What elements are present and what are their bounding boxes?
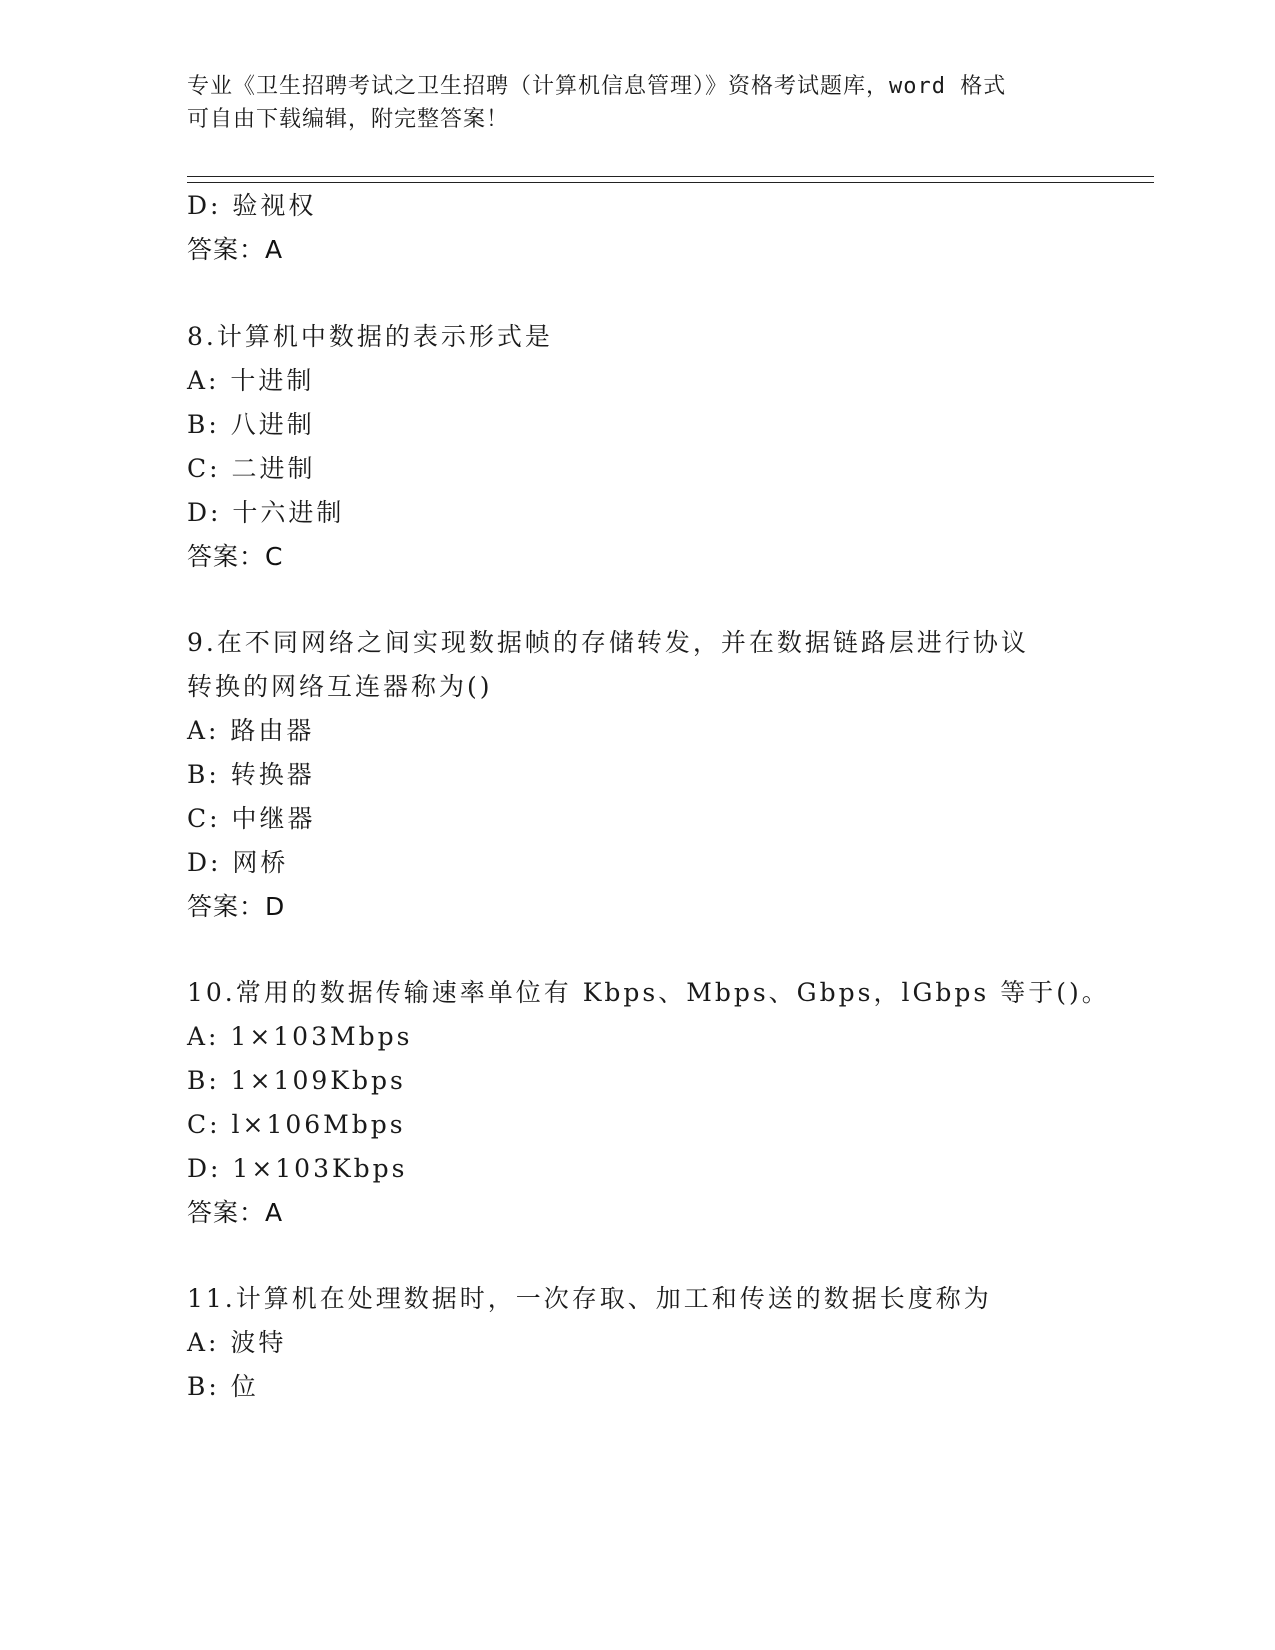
question-8-text: 8.计算机中数据的表示形式是	[187, 322, 553, 351]
question-9-option-a: A: 路由器	[187, 716, 315, 745]
question-8-option-d: D: 十六进制	[187, 498, 345, 527]
question-10-option-b: B: 1×109Kbps	[187, 1066, 406, 1095]
header-line-1: 专业《卫生招聘考试之卫生招聘（计算机信息管理）》资格考试题库，word 格式	[187, 74, 1007, 99]
question-11-option-a: A: 波特	[187, 1328, 287, 1357]
question-8-option-a: A: 十进制	[187, 366, 315, 395]
question-8-option-c: C: 二进制	[187, 454, 316, 483]
question-9-answer: 答案：D	[187, 892, 286, 921]
question-9-option-b: B: 转换器	[187, 760, 315, 789]
question-11-option-b: B: 位	[187, 1372, 259, 1401]
question-9-text-line-2: 转换的网络互连器称为()	[187, 672, 493, 701]
prev-option-d: D: 验视权	[187, 191, 317, 220]
header-line-2: 可自由下载编辑，附完整答案！	[187, 107, 510, 132]
question-10-option-a: A: 1×103Mbps	[187, 1022, 413, 1051]
question-10-answer: 答案：A	[187, 1198, 284, 1227]
header-divider-bottom	[187, 182, 1154, 183]
question-10-option-d: D: 1×103Kbps	[187, 1154, 408, 1183]
header-divider-top	[187, 176, 1154, 177]
prev-answer: 答案：A	[187, 235, 284, 264]
question-8-answer: 答案：C	[187, 542, 284, 571]
question-10-option-c: C: l×106Mbps	[187, 1110, 406, 1139]
question-11-text: 11.计算机在处理数据时，一次存取、加工和传送的数据长度称为	[187, 1284, 992, 1313]
document-header	[187, 70, 1087, 136]
question-10-text: 10.常用的数据传输速率单位有 Kbps、Mbps、Gbps，lGbps 等于()。	[187, 978, 1110, 1007]
question-9-option-c: C: 中继器	[187, 804, 316, 833]
question-8-option-b: B: 八进制	[187, 410, 315, 439]
question-9-option-d: D: 网桥	[187, 848, 289, 877]
question-9-text-line-1: 9.在不同网络之间实现数据帧的存储转发，并在数据链路层进行协议	[187, 628, 1029, 657]
